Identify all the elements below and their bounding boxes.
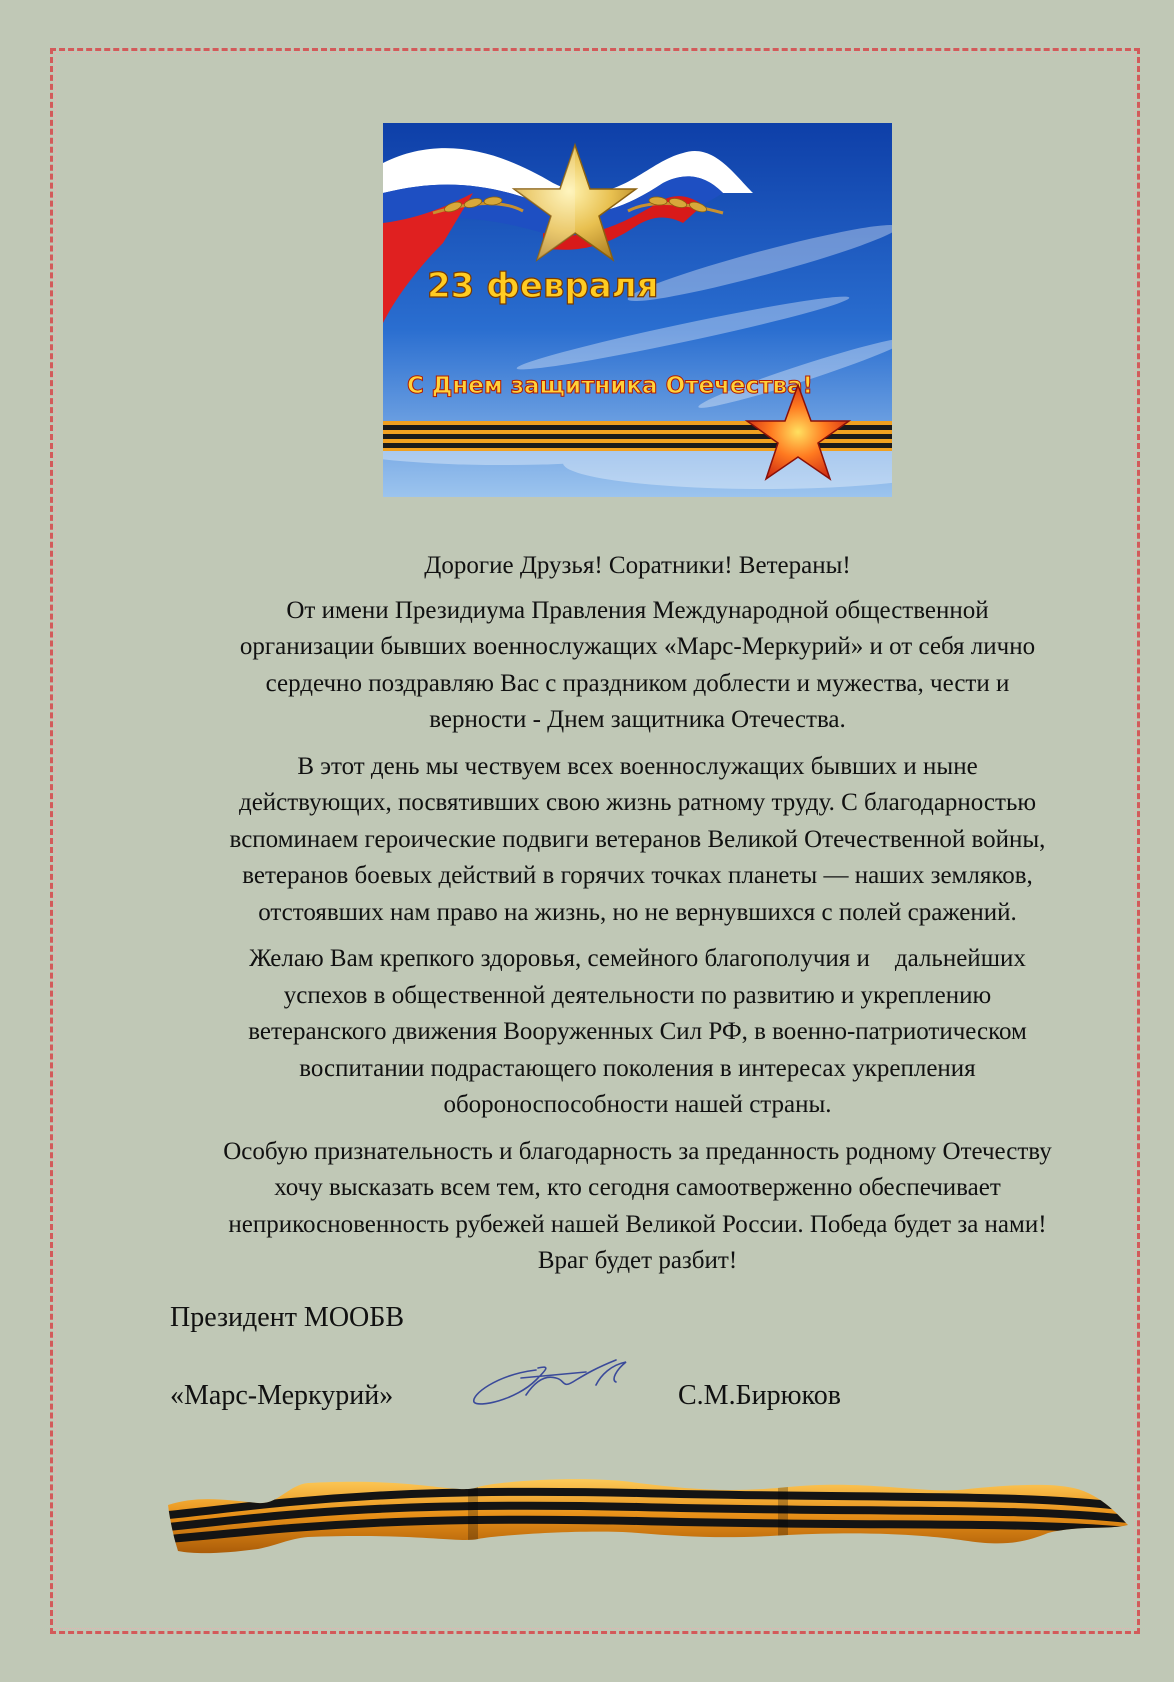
paragraph-4 — [160, 1134, 1115, 1280]
text-line: отстоявших нам право на жизнь, но не вернувшихся с полей сражений. — [258, 898, 1017, 926]
text-line: действующих, посвятивших свою жизнь ратному труду. С благодарностью — [238, 789, 1037, 816]
text-line: ветеранов боевых действий в горячих точках планеты — наших земляков, — [242, 862, 1033, 889]
text-line: вспоминаем героические подвиги ветеранов Великой Отечественной войны, — [229, 825, 1046, 853]
signer-title: Президент МООБВ — [170, 1302, 405, 1333]
text-line: неприкосновенность рубежей нашей Великой России. Победа будет за нами! — [228, 1210, 1047, 1238]
paragraph-3 — [160, 941, 1115, 1124]
paragraph-1 — [160, 593, 1115, 739]
text-line: Враг будет разбит! — [537, 1247, 738, 1274]
text-line: От имени Президиума Правления Международной общественной — [286, 596, 989, 624]
text-line: В этот день мы чествуем всех военнослужащих бывших и ныне — [297, 752, 978, 780]
handwritten-signature — [466, 1350, 646, 1410]
text-line: ветеранского движения Вооруженных Сил РФ, в военно-патриотическом — [248, 1018, 1027, 1045]
signer-name: С.М.Бирюков — [678, 1380, 841, 1411]
text-line: организации бывших военнослужащих «Марс-Меркурий» и от себя лично — [239, 633, 1036, 660]
text-line: Желаю Вам крепкого здоровья, семейного благополучия и дальнейших — [249, 945, 1026, 972]
banner-holiday-text: С Днем защитника Отечества! — [407, 373, 813, 399]
letter-body — [160, 548, 1115, 1290]
holiday-banner — [383, 123, 892, 497]
text-line: успехов в общественной деятельности по развитию и укреплению — [283, 981, 992, 1009]
text-line: воспитании подрастающего поколения в интересах укрепления — [299, 1054, 976, 1082]
greeting: Дорогие Друзья! Соратники! Ветераны! — [424, 552, 851, 579]
st-george-ribbon — [168, 1475, 1128, 1555]
text-line: обороноспособности нашей страны. — [443, 1091, 832, 1118]
text-line: сердечно поздравляю Вас с праздником доблести и мужества, чести и — [265, 669, 1010, 697]
text-line: хочу высказать всем тем, кто сегодня самоотверженно обеспечивает — [274, 1174, 1001, 1201]
paragraph-2 — [160, 749, 1115, 932]
text-line: верности - Днем защитника Отечества. — [429, 706, 846, 733]
banner-date-text: 23 февраля — [427, 266, 659, 306]
signer-organization: «Марс-Меркурий» — [170, 1380, 394, 1411]
text-line: Особую признательность и благодарность за преданность родному Отечеству — [223, 1137, 1052, 1165]
